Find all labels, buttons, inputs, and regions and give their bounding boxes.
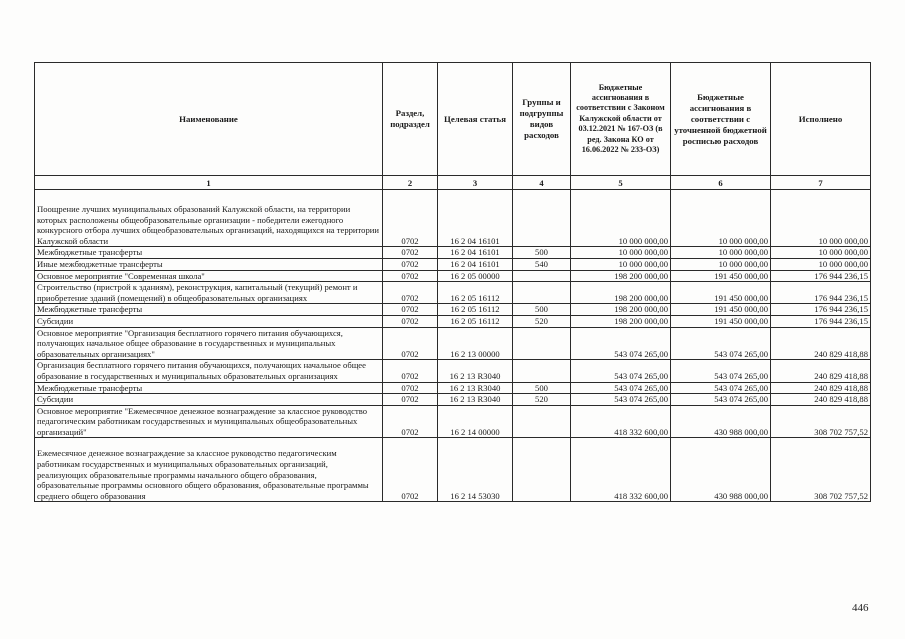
row-section: 0702 bbox=[383, 382, 438, 394]
row-name: Субсидии bbox=[35, 315, 383, 327]
row-refined-amount: 191 450 000,00 bbox=[671, 304, 771, 316]
row-name: Иные межбюджетные трансферты bbox=[35, 258, 383, 270]
row-executed-amount: 10 000 000,00 bbox=[771, 258, 871, 270]
row-group bbox=[513, 282, 571, 304]
row-group: 520 bbox=[513, 315, 571, 327]
column-number: 4 bbox=[513, 176, 571, 190]
row-name: Основное мероприятие "Организация бесплатного горячего питания обучающихся, получающих начальное общее образование в государственных и муниципальных образовательных организациях" bbox=[35, 327, 383, 360]
row-target: 16 2 13 R3040 bbox=[438, 360, 513, 382]
table-row bbox=[35, 270, 871, 282]
table-row bbox=[35, 282, 871, 304]
row-target: 16 2 14 53030 bbox=[438, 438, 513, 502]
row-section: 0702 bbox=[383, 247, 438, 259]
row-law-amount: 543 074 265,00 bbox=[571, 394, 671, 406]
table-row bbox=[35, 360, 871, 382]
row-name: Строительство (пристрой к зданиям), реконструкция, капитальный (текущий) ремонт и приобретение зданий (помещений) в общеобразовательных организациях bbox=[35, 282, 383, 304]
column-number: 7 bbox=[771, 176, 871, 190]
row-target: 16 2 13 00000 bbox=[438, 327, 513, 360]
row-executed-amount: 176 944 236,15 bbox=[771, 304, 871, 316]
row-group: 500 bbox=[513, 304, 571, 316]
row-section: 0702 bbox=[383, 360, 438, 382]
header-name: Наименование bbox=[35, 63, 383, 176]
row-executed-amount: 10 000 000,00 bbox=[771, 247, 871, 259]
row-refined-amount: 191 450 000,00 bbox=[671, 270, 771, 282]
row-section: 0702 bbox=[383, 270, 438, 282]
row-refined-amount: 543 074 265,00 bbox=[671, 327, 771, 360]
row-target: 16 2 14 00000 bbox=[438, 405, 513, 438]
row-law-amount: 198 200 000,00 bbox=[571, 282, 671, 304]
row-group: 520 bbox=[513, 394, 571, 406]
row-name: Межбюджетные трансферты bbox=[35, 304, 383, 316]
row-section: 0702 bbox=[383, 315, 438, 327]
row-refined-amount: 10 000 000,00 bbox=[671, 190, 771, 247]
budget-table bbox=[34, 62, 871, 502]
row-section: 0702 bbox=[383, 304, 438, 316]
row-section: 0702 bbox=[383, 405, 438, 438]
row-group bbox=[513, 360, 571, 382]
row-executed-amount: 176 944 236,15 bbox=[771, 282, 871, 304]
header-section: Раздел, подраздел bbox=[383, 63, 438, 176]
row-target: 16 2 05 16112 bbox=[438, 282, 513, 304]
table-row bbox=[35, 258, 871, 270]
table-row bbox=[35, 382, 871, 394]
row-group bbox=[513, 327, 571, 360]
row-group bbox=[513, 438, 571, 502]
row-target: 16 2 13 R3040 bbox=[438, 382, 513, 394]
row-group bbox=[513, 270, 571, 282]
row-refined-amount: 543 074 265,00 bbox=[671, 382, 771, 394]
row-refined-amount: 10 000 000,00 bbox=[671, 258, 771, 270]
row-refined-amount: 543 074 265,00 bbox=[671, 394, 771, 406]
row-executed-amount: 240 829 418,88 bbox=[771, 394, 871, 406]
row-executed-amount: 240 829 418,88 bbox=[771, 360, 871, 382]
row-target: 16 2 05 16112 bbox=[438, 304, 513, 316]
row-law-amount: 543 074 265,00 bbox=[571, 382, 671, 394]
row-section: 0702 bbox=[383, 327, 438, 360]
row-refined-amount: 430 988 000,00 bbox=[671, 405, 771, 438]
row-refined-amount: 430 988 000,00 bbox=[671, 438, 771, 502]
table-row bbox=[35, 394, 871, 406]
header-row bbox=[35, 63, 871, 176]
row-target: 16 2 04 16101 bbox=[438, 258, 513, 270]
row-law-amount: 418 332 600,00 bbox=[571, 405, 671, 438]
table-row bbox=[35, 438, 871, 502]
row-target: 16 2 13 R3040 bbox=[438, 394, 513, 406]
table-row bbox=[35, 304, 871, 316]
header-executed: Исполнено bbox=[771, 63, 871, 176]
table-row bbox=[35, 405, 871, 438]
row-group bbox=[513, 405, 571, 438]
row-name: Ежемесячное денежное вознаграждение за классное руководство педагогическим работникам государственных и муниципальных образовательных организаций, реализующих образовательные программы начального общего образования, образовательные программы основного общего образования, образовательные программы среднего общего образования bbox=[35, 438, 383, 502]
column-number: 2 bbox=[383, 176, 438, 190]
column-number-row bbox=[35, 176, 871, 190]
row-refined-amount: 10 000 000,00 bbox=[671, 247, 771, 259]
row-group bbox=[513, 190, 571, 247]
row-executed-amount: 176 944 236,15 bbox=[771, 270, 871, 282]
row-refined-amount: 543 074 265,00 bbox=[671, 360, 771, 382]
row-law-amount: 543 074 265,00 bbox=[571, 360, 671, 382]
row-name: Поощрение лучших муниципальных образований Калужской области, на территории которых расположены общеобразовательные организации - победители ежегодного конкурсного отбора лучших общеобразовательных организаций, находящихся на территории Калужской области bbox=[35, 190, 383, 247]
row-section: 0702 bbox=[383, 394, 438, 406]
row-law-amount: 543 074 265,00 bbox=[571, 327, 671, 360]
row-executed-amount: 308 702 757,52 bbox=[771, 405, 871, 438]
row-name: Основное мероприятие "Современная школа" bbox=[35, 270, 383, 282]
column-number: 3 bbox=[438, 176, 513, 190]
row-group: 540 bbox=[513, 258, 571, 270]
row-law-amount: 198 200 000,00 bbox=[571, 315, 671, 327]
header-law-allocations: Бюджетные ассигнования в соответствии с Законом Калужской области от 03.12.2021 № 167-ОЗ (в ред. Закона КО от 16.06.2022 № 233-ОЗ) bbox=[571, 63, 671, 176]
row-law-amount: 10 000 000,00 bbox=[571, 247, 671, 259]
row-law-amount: 418 332 600,00 bbox=[571, 438, 671, 502]
row-executed-amount: 240 829 418,88 bbox=[771, 327, 871, 360]
row-executed-amount: 308 702 757,52 bbox=[771, 438, 871, 502]
row-executed-amount: 240 829 418,88 bbox=[771, 382, 871, 394]
table-row bbox=[35, 247, 871, 259]
table-row bbox=[35, 190, 871, 247]
row-target: 16 2 04 16101 bbox=[438, 247, 513, 259]
row-section: 0702 bbox=[383, 258, 438, 270]
row-executed-amount: 10 000 000,00 bbox=[771, 190, 871, 247]
row-group: 500 bbox=[513, 247, 571, 259]
row-executed-amount: 176 944 236,15 bbox=[771, 315, 871, 327]
header-groups: Группы и подгруппы видов расходов bbox=[513, 63, 571, 176]
row-section: 0702 bbox=[383, 190, 438, 247]
page-number: 446 bbox=[852, 602, 869, 614]
column-number: 1 bbox=[35, 176, 383, 190]
table-row bbox=[35, 327, 871, 360]
row-refined-amount: 191 450 000,00 bbox=[671, 315, 771, 327]
row-law-amount: 10 000 000,00 bbox=[571, 190, 671, 247]
column-number: 6 bbox=[671, 176, 771, 190]
row-refined-amount: 191 450 000,00 bbox=[671, 282, 771, 304]
row-law-amount: 198 200 000,00 bbox=[571, 270, 671, 282]
row-group: 500 bbox=[513, 382, 571, 394]
row-target: 16 2 05 00000 bbox=[438, 270, 513, 282]
header-target: Целевая статья bbox=[438, 63, 513, 176]
row-target: 16 2 04 16101 bbox=[438, 190, 513, 247]
row-name: Основное мероприятие "Ежемесячное денежное вознаграждение за классное руководство педагогическим работникам государственных и муниципальных общеобразовательных организаций" bbox=[35, 405, 383, 438]
row-target: 16 2 05 16112 bbox=[438, 315, 513, 327]
column-number: 5 bbox=[571, 176, 671, 190]
table-row bbox=[35, 315, 871, 327]
row-law-amount: 10 000 000,00 bbox=[571, 258, 671, 270]
row-name: Межбюджетные трансферты bbox=[35, 382, 383, 394]
row-section: 0702 bbox=[383, 282, 438, 304]
row-section: 0702 bbox=[383, 438, 438, 502]
header-refined-allocations: Бюджетные ассигнования в соответствии с уточненной бюджетной росписью расходов bbox=[671, 63, 771, 176]
row-name: Межбюджетные трансферты bbox=[35, 247, 383, 259]
row-law-amount: 198 200 000,00 bbox=[571, 304, 671, 316]
row-name: Субсидии bbox=[35, 394, 383, 406]
row-name: Организация бесплатного горячего питания обучающихся, получающих начальное общее образование в государственных и муниципальных образовательных организациях bbox=[35, 360, 383, 382]
